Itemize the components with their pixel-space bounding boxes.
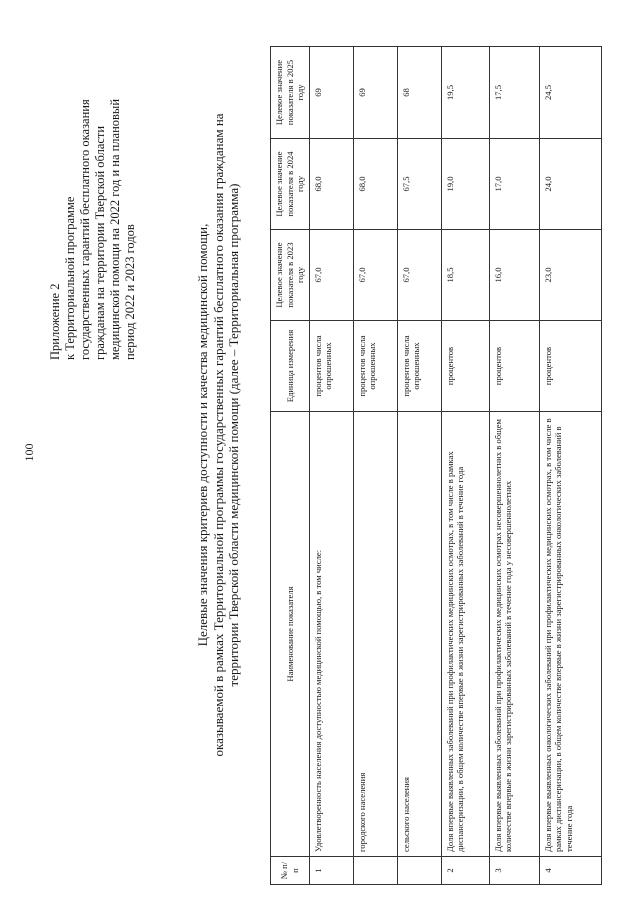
cell-num: 2 — [441, 857, 489, 885]
annex-line: гражданам на территории Тверской области — [93, 125, 107, 360]
cell-2025: 69 — [353, 47, 397, 139]
cell-2023: 67,0 — [353, 230, 397, 321]
table-row — [309, 47, 353, 885]
page-number: 100 — [22, 443, 36, 462]
annex-header — [48, 40, 138, 360]
header-2025: Целевое значение показателя в 2025 году — [271, 47, 310, 139]
cell-unit: процентов — [489, 321, 539, 412]
annex-line: Приложение 2 — [48, 283, 62, 360]
header-num: № п/п — [271, 857, 310, 885]
cell-num: 1 — [309, 857, 353, 885]
cell-2024: 24,0 — [539, 139, 601, 230]
cell-num: 3 — [489, 857, 539, 885]
cell-unit: процентов — [441, 321, 489, 412]
annex-line: медицинской помощи на 2022 год и на плановый — [108, 98, 122, 360]
criteria-table — [270, 46, 602, 885]
cell-2024: 68,0 — [309, 139, 353, 230]
header-2023: Целевое значение показателя в 2023 году — [271, 230, 310, 321]
cell-2025: 68 — [397, 47, 441, 139]
cell-unit: процентов числа опрошенных — [309, 321, 353, 412]
cell-name: Доля впервые выявленных заболеваний при профилактических медицинских осмотрах, в том числе в рамках диспансеризации, в общем количестве впервые в жизни зарегистрированных заболеваний в течение года — [441, 412, 489, 857]
cell-unit: процентов числа опрошенных — [397, 321, 441, 412]
cell-num — [397, 857, 441, 885]
cell-2024: 19,0 — [441, 139, 489, 230]
cell-2023: 16,0 — [489, 230, 539, 321]
cell-num: 4 — [539, 857, 601, 885]
cell-2023: 67,0 — [397, 230, 441, 321]
cell-2023: 23,0 — [539, 230, 601, 321]
cell-name: Удовлетворенность населения доступностью медицинской помощью, в том числе: — [309, 412, 353, 857]
title-line: Целевые значения критериев доступности и качества медицинской помощи, — [195, 223, 210, 647]
document-title — [195, 55, 242, 815]
cell-name: Доля впервые выявленных заболеваний при профилактических медицинских осмотрах несовершеннолетних в общем количестве впервые в жизни зарегистрированных заболеваний в течение года у несовершеннолетних — [489, 412, 539, 857]
annex-line: государственных гарантий бесплатного оказания — [78, 99, 92, 360]
annex-line: к Территориальной программе — [63, 196, 77, 360]
table-row — [441, 47, 489, 885]
cell-2025: 17,5 — [489, 47, 539, 139]
header-2024: Целевое значение показателя в 2024 году — [271, 139, 310, 230]
header-name: Наименование показателя — [271, 412, 310, 857]
cell-unit: процентов числа опрошенных — [353, 321, 397, 412]
table-row — [353, 47, 397, 885]
cell-name: городского населения — [353, 412, 397, 857]
table-header-row — [271, 47, 310, 885]
table-row — [489, 47, 539, 885]
cell-2025: 19,5 — [441, 47, 489, 139]
cell-name: Доля впервые выявленных онкологических заболеваний при профилактических медицинских осмотрах, в том числе в рамках диспансеризации, в общем количестве впервые в жизни зарегистрированных онкологических заболеваний в течение года — [539, 412, 601, 857]
annex-line: период 2022 и 2023 годов — [123, 224, 137, 360]
header-unit: Единица измерения — [271, 321, 310, 412]
cell-2024: 67,5 — [397, 139, 441, 230]
cell-2023: 67,0 — [309, 230, 353, 321]
cell-name: сельского населения — [397, 412, 441, 857]
table-row — [539, 47, 601, 885]
cell-unit: процентов — [539, 321, 601, 412]
cell-2024: 68,0 — [353, 139, 397, 230]
table-row — [397, 47, 441, 885]
cell-2025: 24,5 — [539, 47, 601, 139]
cell-2024: 17,0 — [489, 139, 539, 230]
cell-num — [353, 857, 397, 885]
cell-2025: 69 — [309, 47, 353, 139]
title-line: оказываемой в рамках Территориальной программы государственных гарантий бесплатного оказания гражданам на — [210, 113, 226, 757]
cell-2023: 18,5 — [441, 230, 489, 321]
title-line: территории Тверской области медицинской помощи (далее – Территориальная программа) — [226, 183, 241, 687]
